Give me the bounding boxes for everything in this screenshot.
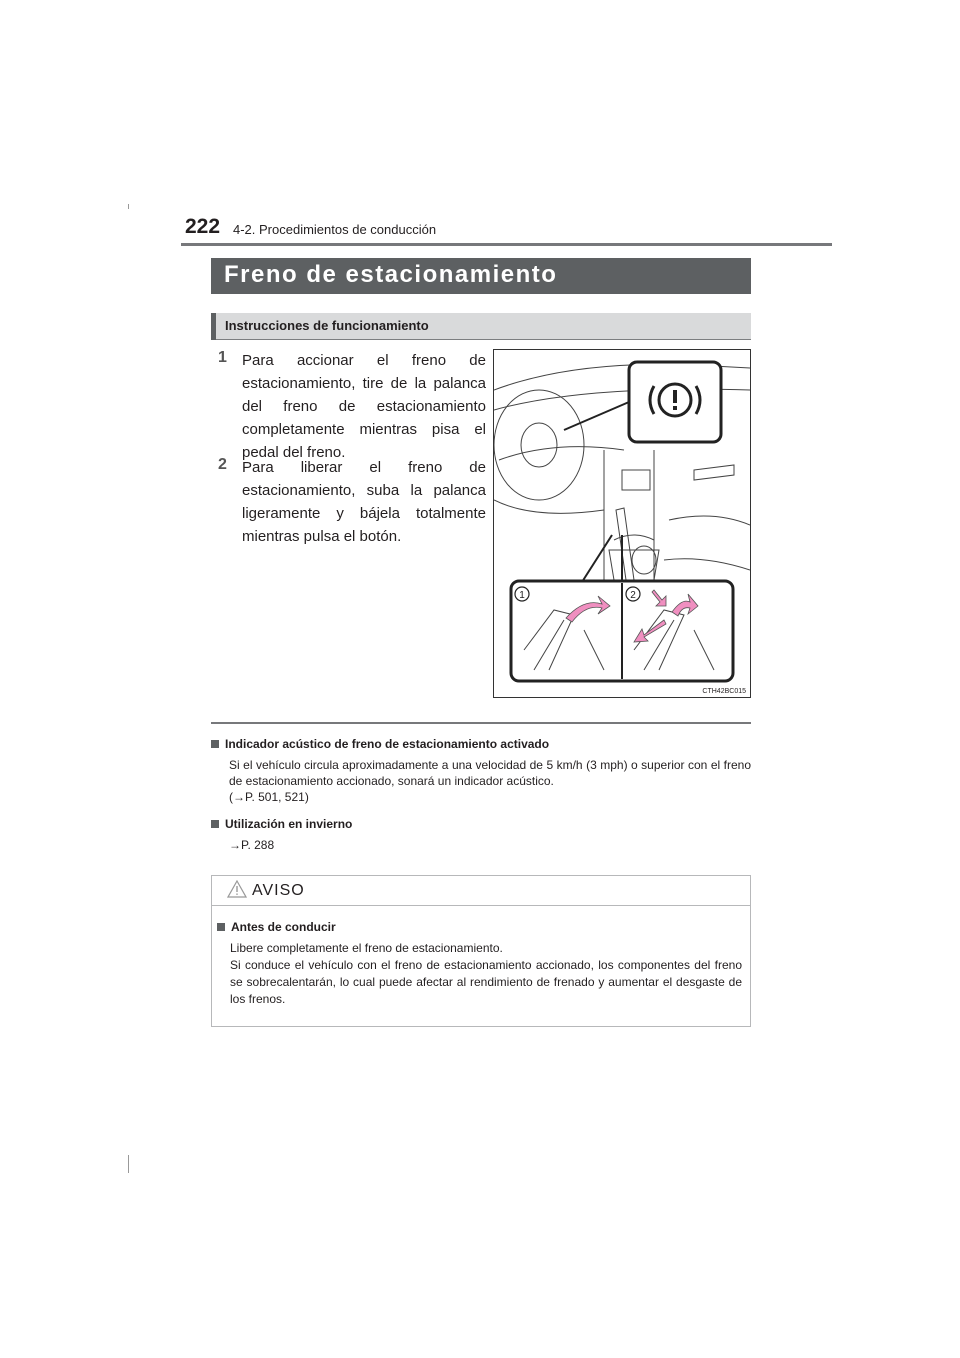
note-heading [211,816,751,832]
step-number: 1 [218,349,227,366]
warning-line-2: Si conduce el vehículo con el freno de estacionamiento accionado, los componentes del freno se sobrecalentarán, lo cual puede afectar al rendimiento de frenado y aumentar el desgaste de los frenos. [230,958,742,1006]
square-bullet-icon [211,740,219,748]
crop-mark [128,204,129,209]
warning-line-1: Libere completamente el freno de estacionamiento. [230,941,503,955]
note-body: Si el vehículo circula aproximadamente a una velocidad de 5 km/h (3 mph) o superior con el freno de estacionamiento accionado, sonará un indicador acústico. [229,758,751,788]
page-title: Freno de estacionamiento [211,258,751,294]
note-heading-text: Indicador acústico de freno de estacionamiento activado [225,737,550,751]
dashboard-drawing [494,350,750,697]
step-1 [218,349,486,461]
warning-body [230,940,742,1008]
parking-brake-illustration [493,349,751,698]
subheading-marker [211,313,216,340]
warning-box [211,875,751,1027]
illustration-code: CTH42BC015 [702,688,746,695]
note-heading-text: Utilización en invierno [225,817,353,831]
subheading-bar [211,313,751,340]
note-reference: →P. 288 [229,838,275,852]
note-reference: (→P. 501, 521) [229,790,309,804]
step-text: Para accionar el freno de estacionamiento, tire de la palanca del freno de estacionamiento completamente mientras pisa el pedal del freno. [242,352,486,461]
section-reference: 4-2. Procedimientos de conducción [233,222,437,237]
crop-mark [128,1155,129,1173]
warning-subheading-text: Antes de conducir [231,920,336,934]
callout-1-label: 1 [519,590,525,601]
step-number: 2 [218,456,227,473]
note-acoustic-indicator [211,736,751,805]
square-bullet-icon [211,820,219,828]
subheading-text: Instrucciones de funcionamiento [225,318,429,333]
step-text: Para liberar el freno de estacionamiento, suba la palanca ligeramente y bájela totalmente mientras pulsa el botón. [242,459,486,545]
page-number: 222 [185,215,221,238]
warning-triangle-icon [227,880,247,898]
notes-rule [211,722,751,724]
note-heading [211,736,751,752]
warning-subheading [217,920,336,934]
callout-2-label: 2 [630,590,636,601]
step-2 [218,456,486,556]
warning-header [212,876,750,906]
warning-title: AVISO [252,882,305,899]
note-winter-use [211,816,751,853]
square-bullet-icon [217,923,225,931]
header-rule [181,243,832,246]
